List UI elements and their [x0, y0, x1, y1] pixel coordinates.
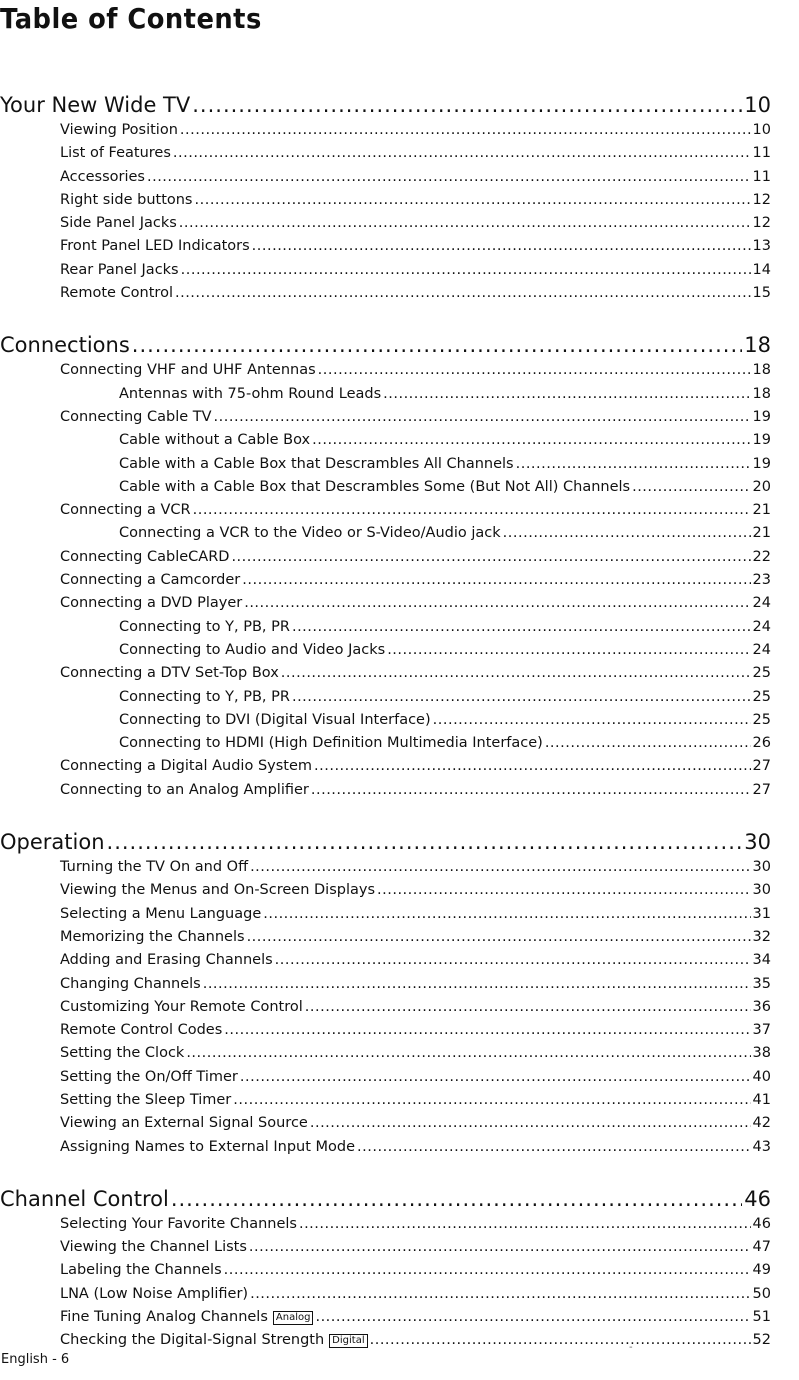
toc-entry-title-text: Your New Wide TV: [0, 93, 191, 117]
toc-entry-title: [60, 282, 173, 305]
dot-leader: [387, 639, 750, 662]
toc-page-number: 46: [744, 1186, 771, 1211]
dot-leader: [173, 142, 751, 165]
toc-entry-title-text: Remote Control: [60, 285, 173, 302]
toc-subentry[interactable]: [0, 616, 771, 639]
dot-leader: [181, 259, 751, 282]
toc-entry-title-text: Connecting Cable TV: [60, 408, 212, 425]
toc-entry-title-text: Memorizing the Channels: [60, 928, 245, 945]
toc-page-number: 40: [752, 1068, 771, 1085]
toc-entry-title: [119, 639, 385, 662]
toc-page-number: 26: [752, 735, 771, 752]
toc-entry[interactable]: [0, 856, 771, 879]
dot-leader: [292, 616, 751, 639]
toc-page-number: 37: [752, 1022, 771, 1039]
toc-section: [0, 829, 771, 1159]
dot-leader: [433, 709, 751, 732]
toc-entry-title: [60, 996, 303, 1019]
toc-entry[interactable]: [0, 546, 771, 569]
toc-entry-title-text: Connecting CableCARD: [60, 548, 230, 565]
toc-entry-title-text: Fine Tuning Analog Channels: [60, 1309, 268, 1326]
toc-entry-title-text: Remote Control Codes: [60, 1022, 223, 1039]
dot-leader: [231, 546, 750, 569]
toc-entry-title: [60, 119, 178, 142]
toc-entry-title-text: Connecting to Y, PB, PR: [119, 618, 290, 635]
toc-entry[interactable]: [0, 1136, 771, 1159]
toc-entry-title-text: Operation: [0, 830, 105, 855]
toc-page-number: 30: [752, 882, 771, 899]
toc-entry-title: [60, 879, 375, 902]
toc-entry-title-text: Accessories: [60, 168, 145, 185]
toc-entry-title: [60, 926, 245, 949]
signal-type-badge: Analog: [273, 1311, 314, 1325]
toc-entry-title-text: Antennas with 75-ohm Round Leads: [119, 385, 382, 402]
toc-entry[interactable]: [0, 973, 771, 996]
toc-page-number: 32: [752, 928, 771, 945]
toc-entry-title-text: Viewing the Channel Lists: [60, 1239, 247, 1256]
toc-entry-title: [60, 1089, 231, 1112]
toc-entry-title: [60, 142, 171, 165]
toc-entry-title-text: Channel Control: [0, 1186, 169, 1211]
toc-subentry[interactable]: [0, 732, 771, 755]
toc-page-number: 35: [752, 975, 771, 992]
toc-entry-title: [60, 406, 212, 429]
dot-leader: [370, 1329, 751, 1352]
toc-subentry[interactable]: [0, 453, 771, 476]
toc-section-heading[interactable]: [0, 332, 771, 359]
toc-entry-title: [119, 383, 381, 406]
toc-entry-title: [60, 949, 273, 972]
toc-section-heading[interactable]: [0, 1186, 771, 1213]
dot-leader: [233, 1089, 750, 1112]
toc-entry-title-text: Setting the Clock: [60, 1045, 185, 1062]
toc-subentry[interactable]: [0, 522, 771, 545]
dot-leader: [314, 755, 751, 778]
dot-leader: [250, 856, 750, 879]
toc-entry[interactable]: [0, 1283, 771, 1306]
toc-entry-title-text: Adding and Erasing Channels: [60, 952, 273, 969]
toc-page-number: 19: [752, 408, 771, 425]
toc-entry-title-text: Side Panel Jacks: [60, 215, 177, 232]
toc-entry-title: [60, 235, 250, 258]
toc-page-number: 21: [752, 525, 771, 542]
toc-subentry[interactable]: [0, 709, 771, 732]
toc-page-number: 12: [752, 191, 771, 208]
toc-entry-title: [119, 709, 431, 732]
toc-page-number: 42: [752, 1115, 771, 1132]
toc-page-number: 24: [752, 641, 771, 658]
toc-entry-title: [60, 1259, 222, 1282]
toc-page-number: 51: [752, 1309, 771, 1326]
toc-entry-title-text: Viewing Position: [60, 122, 178, 138]
toc-page-number: 15: [752, 285, 771, 302]
toc-entry[interactable]: [0, 359, 771, 382]
toc-page-number: 30: [752, 859, 771, 876]
toc-page-number: 27: [752, 781, 771, 798]
toc-entry-title: [119, 732, 543, 755]
toc-entry-title-text: Viewing an External Signal Source: [60, 1115, 308, 1132]
toc-page-number: 19: [752, 432, 771, 449]
toc-subentry[interactable]: [0, 686, 771, 709]
toc-entry-title-text: Connecting a Digital Audio System: [60, 758, 313, 775]
toc-entry-title: [60, 359, 316, 382]
toc-entry[interactable]: [0, 1019, 771, 1042]
toc-entry[interactable]: [0, 212, 771, 235]
toc-page-number: 52: [752, 1332, 771, 1349]
toc-entry-title-text: Connecting to Audio and Video Jacks: [119, 641, 386, 658]
toc-page-number: 25: [752, 665, 771, 682]
toc-entry-title: [119, 476, 630, 499]
dot-leader: [312, 429, 750, 452]
toc-page-number: 12: [752, 215, 771, 232]
dot-leader: [299, 1213, 751, 1236]
toc-entry-title-text: Connecting a Camcorder: [60, 572, 241, 589]
toc-subentry[interactable]: [0, 429, 771, 452]
toc-entry[interactable]: [0, 235, 771, 258]
toc-page-number: 50: [752, 1285, 771, 1302]
toc-entry-title: [60, 1213, 297, 1236]
toc-entry-title: [60, 212, 177, 235]
toc-page-number: 10: [752, 122, 771, 138]
dot-leader: [252, 235, 751, 258]
toc-entry-title: [0, 332, 130, 359]
dot-leader: [180, 119, 751, 142]
toc-entry-title: [60, 662, 279, 685]
page-footer: English - 6: [1, 1352, 70, 1367]
toc-entry-title: [119, 616, 290, 639]
toc-entry-title-text: Connecting VHF and UHF Antennas: [60, 362, 316, 379]
toc-entry[interactable]: [0, 406, 771, 429]
toc-entry-title-text: Customizing Your Remote Control: [60, 998, 303, 1015]
toc-entry[interactable]: [0, 1306, 771, 1329]
dot-leader: [193, 499, 751, 522]
toc-section: [0, 92, 771, 305]
dot-leader: [516, 453, 751, 476]
toc-entry[interactable]: [0, 282, 771, 305]
dot-leader: [179, 212, 751, 235]
toc-entry-title: [60, 1283, 248, 1306]
toc-page-number: 31: [752, 905, 771, 922]
toc-entry-title: [119, 453, 514, 476]
toc-page-number: 20: [752, 478, 771, 495]
dot-leader: [281, 662, 751, 685]
toc-entry-title: [60, 592, 242, 615]
toc-entry-title: [119, 522, 501, 545]
toc-entry[interactable]: [0, 259, 771, 282]
dot-leader: [224, 1019, 750, 1042]
toc-entry-title-text: LNA (Low Noise Amplifier): [60, 1285, 249, 1302]
toc-entry-title-text: Turning the TV On and Off: [60, 859, 249, 876]
toc-page-number: 36: [752, 998, 771, 1015]
toc-entry-title: [60, 499, 191, 522]
toc-entry-title: [0, 1186, 169, 1213]
dot-leader: [171, 1186, 742, 1213]
dot-leader: [311, 779, 751, 802]
dot-leader: [305, 996, 751, 1019]
toc-page-number: 24: [752, 618, 771, 635]
toc-entry-title-text: Changing Channels: [60, 975, 201, 992]
toc-entry[interactable]: [0, 1042, 771, 1065]
page-title: Table of Contents: [0, 2, 262, 35]
toc-entry[interactable]: [0, 1089, 771, 1112]
toc-page-number: 49: [752, 1262, 771, 1279]
dot-leader: [249, 1236, 751, 1259]
toc-entry-title-text: Cable with a Cable Box that Descrambles Some (But Not All) Channels: [119, 478, 631, 495]
toc-page-number: 41: [752, 1091, 771, 1108]
table-of-contents: [0, 92, 771, 1380]
dot-leader: [132, 332, 743, 359]
toc-entry-title-text: Connecting a VCR to the Video or S-Video/Audio jack: [119, 525, 501, 542]
toc-entry[interactable]: [0, 926, 771, 949]
toc-entry-title-text: Cable without a Cable Box: [119, 432, 311, 449]
toc-entry[interactable]: [0, 1112, 771, 1135]
toc-page-number: 19: [752, 455, 771, 472]
toc-entry-title-text: List of Features: [60, 145, 171, 162]
toc-page-number: 18: [744, 333, 771, 358]
toc-entry-title-text: Cable with a Cable Box that Descrambles All Channels: [119, 455, 514, 472]
toc-entry-title: [60, 903, 261, 926]
toc-page-number: 24: [752, 595, 771, 612]
toc-entry-title: [60, 1306, 313, 1329]
toc-entry[interactable]: [0, 1236, 771, 1259]
toc-entry[interactable]: [0, 662, 771, 685]
toc-page-number: 22: [752, 548, 771, 565]
toc-entry-title: [60, 1329, 368, 1352]
toc-entry-title: [119, 686, 290, 709]
toc-entry[interactable]: [0, 569, 771, 592]
toc-entry[interactable]: [0, 903, 771, 926]
toc-entry-title: [60, 1019, 222, 1042]
toc-page-number: 25: [752, 688, 771, 705]
toc-page-number: 10: [744, 93, 771, 117]
dot-leader: [383, 383, 750, 406]
toc-entry-title-text: Connecting to an Analog Amplifier: [60, 781, 309, 798]
toc-entry[interactable]: [0, 996, 771, 1019]
dot-leader: [186, 1042, 750, 1065]
toc-entry-title: [60, 779, 309, 802]
toc-page-number: 43: [752, 1138, 771, 1155]
dot-leader: [545, 732, 751, 755]
toc-entry[interactable]: [0, 1329, 771, 1352]
toc-entry-title: [60, 1066, 238, 1089]
toc-entry[interactable]: [0, 1066, 771, 1089]
dot-leader: [318, 359, 751, 382]
toc-entry-title-text: Setting the Sleep Timer: [60, 1091, 232, 1108]
toc-entry-title: [0, 829, 105, 856]
toc-page-number: 11: [752, 145, 771, 162]
dot-leader: [147, 166, 751, 189]
toc-entry-title: [60, 1136, 355, 1159]
toc-entry[interactable]: [0, 592, 771, 615]
toc-section-heading[interactable]: [0, 829, 771, 856]
dot-leader: [377, 879, 751, 902]
toc-entry-title-text: Connecting a DVD Player: [60, 595, 243, 612]
toc-entry-title-text: Rear Panel Jacks: [60, 261, 179, 278]
dot-leader: [357, 1136, 751, 1159]
toc-entry-title-text: Connecting a VCR: [60, 502, 191, 519]
toc-entry-title-text: Front Panel LED Indicators: [60, 238, 250, 255]
toc-entry-title-text: Connections: [0, 333, 130, 358]
toc-entry[interactable]: [0, 779, 771, 802]
toc-page-number: 38: [752, 1045, 771, 1062]
toc-entry-title: [60, 259, 179, 282]
toc-page-number: 14: [752, 261, 771, 278]
dot-leader: [175, 282, 751, 305]
toc-entry[interactable]: [0, 166, 771, 189]
dot-leader: [240, 1066, 751, 1089]
toc-entry-title: [0, 92, 190, 119]
toc-entry-title-text: Checking the Digital-Signal Strength: [60, 1332, 325, 1349]
dot-leader: [107, 829, 743, 856]
toc-subentry[interactable]: [0, 476, 771, 499]
dot-leader: [192, 92, 742, 119]
toc-entry-title-text: Selecting a Menu Language: [60, 905, 262, 922]
dot-leader: [247, 926, 751, 949]
dot-leader: [292, 686, 751, 709]
toc-entry-title: [60, 973, 201, 996]
toc-entry-title: [60, 856, 248, 879]
toc-entry-title-text: Setting the On/Off Timer: [60, 1068, 238, 1085]
dot-leader: [310, 1112, 751, 1135]
toc-entry-title: [60, 546, 229, 569]
toc-section-heading[interactable]: [0, 92, 771, 119]
toc-page-number: 13: [752, 238, 771, 255]
dot-leader: [250, 1283, 750, 1306]
dot-leader: [263, 903, 750, 926]
toc-page-number: 23: [752, 572, 771, 589]
dot-leader: [632, 476, 750, 499]
dot-leader: [224, 1259, 751, 1282]
toc-subentry[interactable]: [0, 383, 771, 406]
toc-entry[interactable]: [0, 119, 771, 142]
toc-entry-title-text: Selecting Your Favorite Channels: [60, 1215, 297, 1232]
dot-leader: [315, 1306, 750, 1329]
toc-entry-title: [60, 755, 312, 778]
dot-leader: [203, 973, 751, 996]
signal-type-badge: Digital: [329, 1334, 367, 1348]
toc-entry-title: [60, 1042, 184, 1065]
toc-page-number: 34: [752, 952, 771, 969]
toc-entry-title: [60, 1236, 247, 1259]
toc-page-number: 21: [752, 502, 771, 519]
toc-entry-title: [60, 166, 145, 189]
toc-subentry[interactable]: [0, 639, 771, 662]
toc-entry-title: [119, 429, 310, 452]
toc-entry-title-text: Labeling the Channels: [60, 1262, 222, 1279]
toc-page-number: 46: [752, 1215, 771, 1232]
toc-entry-title-text: Connecting to HDMI (High Definition Multimedia Interface): [119, 735, 543, 752]
toc-entry-title-text: Assigning Names to External Input Mode: [60, 1138, 356, 1155]
toc-entry-title-text: Connecting a DTV Set-Top Box: [60, 665, 279, 682]
toc-page-number: 25: [752, 711, 771, 728]
toc-entry-title-text: Connecting to DVI (Digital Visual Interface): [119, 711, 431, 728]
toc-entry[interactable]: [0, 1259, 771, 1282]
dot-leader: [214, 406, 751, 429]
toc-page-number: 18: [752, 385, 771, 402]
toc-entry[interactable]: [0, 755, 771, 778]
toc-page-number: 11: [752, 168, 771, 185]
toc-entry[interactable]: [0, 879, 771, 902]
dot-leader: [503, 522, 751, 545]
toc-entry[interactable]: [0, 189, 771, 212]
toc-section: [0, 1186, 771, 1353]
dot-leader: [242, 569, 750, 592]
toc-entry-title-text: Viewing the Menus and On-Screen Displays: [60, 882, 376, 899]
toc-section: [0, 332, 771, 802]
toc-page-number: 47: [752, 1239, 771, 1256]
toc-page-number: 30: [744, 830, 771, 855]
dot-leader: [244, 592, 750, 615]
toc-page-number: 27: [752, 758, 771, 775]
toc-entry-title-text: Connecting to Y, PB, PR: [119, 688, 290, 705]
dot-leader: [195, 189, 751, 212]
toc-entry[interactable]: [0, 499, 771, 522]
dot-leader: [275, 949, 751, 972]
toc-entry[interactable]: [0, 949, 771, 972]
toc-page-number: 18: [752, 362, 771, 379]
toc-entry-title-text: Right side buttons: [60, 191, 193, 208]
toc-entry-title: [60, 1112, 308, 1135]
toc-entry-title: [60, 189, 193, 212]
toc-entry[interactable]: [0, 1213, 771, 1236]
toc-entry[interactable]: [0, 142, 771, 165]
page-mark: -: [629, 1342, 633, 1353]
toc-entry-title: [60, 569, 240, 592]
